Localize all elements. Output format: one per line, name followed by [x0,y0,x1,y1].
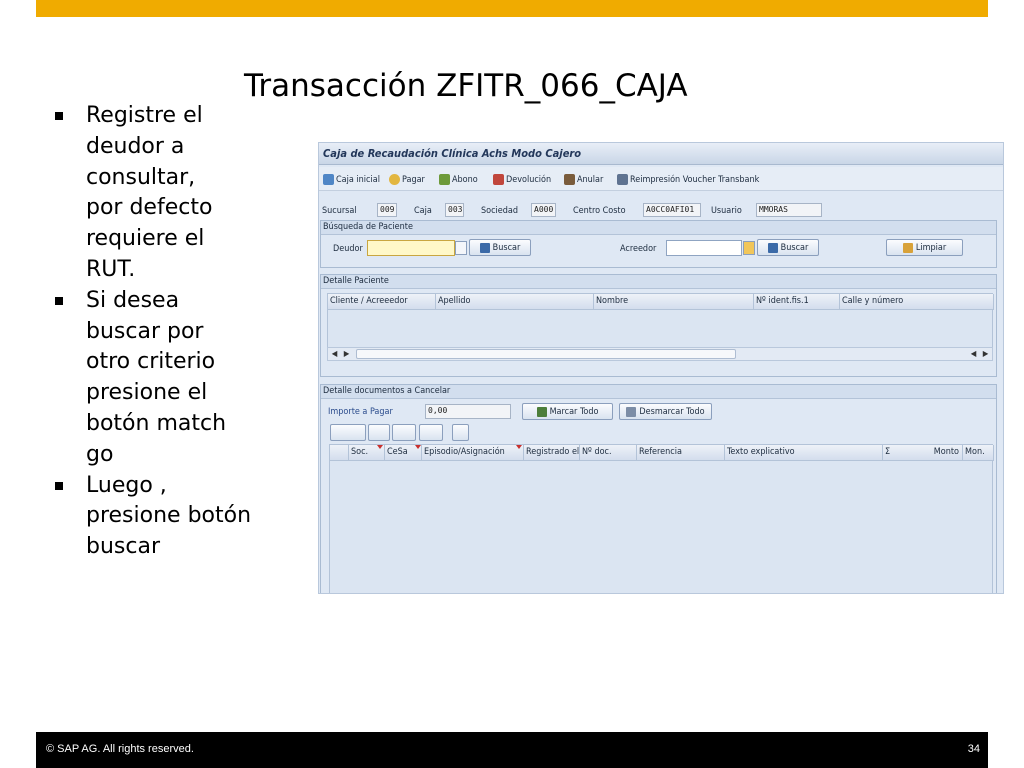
acreedor-input[interactable] [666,240,742,256]
page-number: 34 [967,743,980,755]
deudor-label: Deudor [333,244,363,254]
buscar-deudor-button[interactable]: Buscar [469,239,531,256]
desmarcar-todo-button[interactable]: Desmarcar Todo [619,403,712,420]
column-header[interactable]: Calle y número [840,294,994,310]
column-header[interactable]: CeSa [385,445,422,461]
scrollbar-thumb[interactable] [356,349,736,359]
slide-title: Transacción ZFITR_066_CAJA [244,68,688,104]
column-header[interactable]: Cliente / Acreeedor [328,294,436,310]
bullet-item: Si desea buscar por otro criterio presione el botón match go [52,286,274,471]
column-header[interactable]: Nº ident.fis.1 [754,294,840,310]
refresh-icon [323,174,334,185]
monto-column-header[interactable] [883,445,963,461]
importe-label: Importe a Pagar [328,407,393,417]
anular-button[interactable]: Anular [564,172,603,187]
scroll-right-icon[interactable]: ▶ [982,349,989,358]
payment-icon [389,174,400,185]
column-header[interactable]: Mon. [963,445,994,461]
match-code-icon[interactable] [743,241,755,255]
return-icon [493,174,504,185]
column-header[interactable]: Referencia [637,445,725,461]
bullet-square-icon [55,297,63,305]
column-header[interactable]: Texto explicativo [725,445,883,461]
documents-table [329,444,993,594]
centro-costo-label: Centro Costo [573,206,626,216]
cancel-icon [564,174,575,185]
usuario-field: MMORAS [756,203,822,217]
busqueda-paciente-group [320,220,997,268]
detalle-documentos-group [320,384,997,594]
bullet-square-icon [55,482,63,490]
copyright-text: © SAP AG. All rights reserved. [46,743,194,755]
caja-label: Caja [414,206,432,216]
column-header[interactable]: Episodio/Asignación [422,445,524,461]
column-header[interactable]: Nombre [594,294,754,310]
eraser-icon [903,243,913,253]
reimpresion-voucher-button[interactable]: Reimpresión Voucher Transbank [617,172,759,187]
sap-screenshot [318,142,1004,594]
scroll-right-icon[interactable]: ▶ [343,349,350,358]
footer-bar [36,732,988,768]
sucursal-label: Sucursal [322,206,357,216]
horizontal-scrollbar[interactable] [327,347,993,361]
deudor-input[interactable] [367,240,455,256]
alv-sum-button[interactable] [392,424,416,441]
binoculars-icon [480,243,490,253]
sucursal-field: 009 [377,203,397,217]
sap-window-title: Caja de Recaudación Clínica Achs Modo Cajero [323,147,582,160]
alv-find-button[interactable] [330,424,366,441]
sap-application-toolbar [319,167,1003,191]
row-selector-header[interactable] [330,445,349,461]
caja-field: 003 [445,203,464,217]
top-accent-bar [36,0,988,17]
sum-symbol: Σ [885,447,891,457]
column-header[interactable]: Nº doc. [580,445,637,461]
select-all-icon [537,407,547,417]
monto-label: Monto [933,447,959,457]
sap-title-bar [319,143,1003,165]
sociedad-label: Sociedad [481,206,519,216]
scroll-left-icon[interactable]: ◀ [331,349,338,358]
scroll-left-icon[interactable]: ◀ [970,349,977,358]
marcar-todo-button[interactable]: Marcar Todo [522,403,613,420]
bullet-item: Registre el deudor a consultar, por defecto requiere el RUT. [52,101,274,286]
limpiar-button[interactable]: Limpiar [886,239,963,256]
alv-layout-button[interactable] [452,424,469,441]
alv-filter-button[interactable] [368,424,390,441]
centro-costo-field: A0CC0AFI01 [643,203,701,217]
sociedad-field: A000 [531,203,556,217]
bullet-item: Luego , presione botón buscar [52,471,274,563]
group-title: Detalle Paciente [321,275,996,289]
group-title: Búsqueda de Paciente [321,221,996,235]
column-header[interactable]: Registrado el [524,445,580,461]
sort-marker-icon [516,445,522,449]
detalle-paciente-group [320,274,997,377]
credit-icon [439,174,450,185]
acreedor-label: Acreedor [620,244,657,254]
group-title: Detalle documentos a Cancelar [321,385,996,399]
alv-export-button[interactable] [419,424,443,441]
importe-field: 0,00 [425,404,511,419]
match-code-icon[interactable] [455,241,467,255]
bullet-square-icon [55,112,63,120]
bullet-list [52,101,274,563]
buscar-acreedor-button[interactable]: Buscar [757,239,819,256]
abono-button[interactable]: Abono [439,172,478,187]
column-header[interactable]: Apellido [436,294,594,310]
pagar-button[interactable]: Pagar [389,172,425,187]
sort-marker-icon [415,445,421,449]
caja-inicial-button[interactable]: Caja inicial [323,172,380,187]
deselect-all-icon [626,407,636,417]
column-header[interactable]: Soc. [349,445,385,461]
printer-icon [617,174,628,185]
usuario-label: Usuario [711,206,742,216]
sort-marker-icon [377,445,383,449]
devolucion-button[interactable]: Devolución [493,172,551,187]
binoculars-icon [768,243,778,253]
